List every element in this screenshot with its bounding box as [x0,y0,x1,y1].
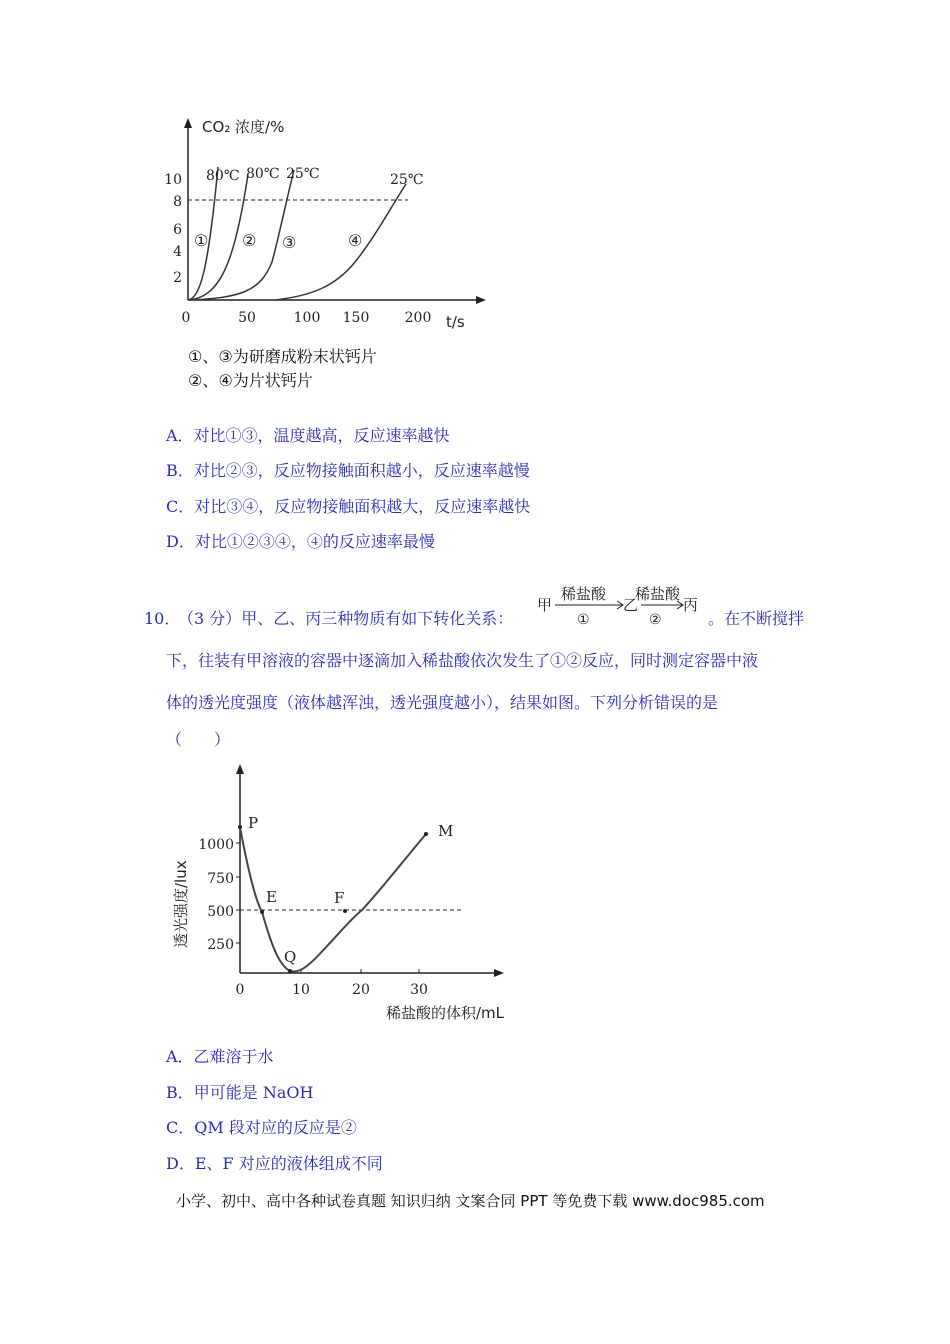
x-axis-arrow [494,969,504,977]
y-axis-arrow [236,764,244,774]
curve-mark: ② [242,231,257,250]
y-tick-label: 10 [164,172,182,188]
q10-number: 10． [144,609,181,628]
curve-mark: ④ [348,231,363,250]
curve-mark: ③ [282,233,297,252]
point-label-q: Q [284,948,297,966]
x-axis-label: 稀盐酸的体积/mL [386,1004,505,1022]
reaction-scheme [535,578,707,630]
point-label-m: M [438,822,454,840]
co2-concentration-chart [160,112,500,337]
scheme-step-2: ② [649,612,662,628]
q10-line-3: 体的透光度强度（液体越浑浊，透光强度越小），结果如图。下列分析错误的是 [166,693,719,712]
x-tick-label: 0 [235,982,245,998]
scheme-product-c: 丙 [683,596,699,614]
x-tick-label: 100 [293,310,321,326]
curve-temp-label: 80℃ [246,166,280,182]
chart1-legend-1: ①、③为研磨成粉末状钙片 [188,347,377,366]
light-transmittance-chart [160,760,520,1025]
y-tick-label: 250 [207,937,234,953]
y-tick-label: 6 [173,222,182,238]
page-footer: 小学、初中、高中各种试卷真题 知识归纳 文案合同 PPT 等免费下载 www.doc985.com [176,1192,765,1210]
y-tick-label: 500 [207,904,234,920]
q10-stem-part1: （3 分）甲、乙、丙三种物质有如下转化关系： [178,609,514,628]
x-tick-label: 50 [238,310,256,326]
q9-option-d: D．对比①②③④，④的反应速率最慢 [166,532,435,551]
x-axis-label: t/s [446,313,465,331]
point-label-e: E [266,888,277,906]
y-axis-arrow [184,118,192,128]
curve-temp-label: 25℃ [286,166,320,182]
q10-line-2: 下，往装有甲溶液的容器中逐滴加入稀盐酸依次发生了①②反应，同时测定容器中液 [166,651,759,670]
scheme-intermediate-b: 乙 [623,596,639,614]
point-p [238,825,242,829]
x-axis-arrow [476,296,486,304]
y-axis-label: 透光强度/lux [172,860,190,948]
x-tick-label: 30 [410,982,428,998]
point-label-p: P [248,814,259,832]
point-label-f: F [334,889,345,907]
x-tick-label: 20 [352,982,370,998]
y-tick-label: 8 [173,194,182,210]
curve-mark: ① [194,231,209,250]
y-tick-label: 4 [173,244,182,260]
point-q [288,969,292,973]
q10-option-b: B．甲可能是 NaOH [166,1083,314,1102]
curve-temp-label: 25℃ [390,172,424,188]
y-tick-label: 2 [173,270,182,286]
scheme-reagent-1: 稀盐酸 [561,585,607,603]
curve-temp-label: 80℃ [206,168,240,184]
point-f [343,909,347,913]
x-tick-label: 0 [181,310,191,326]
y-axis-label: CO₂ 浓度/% [202,118,285,136]
chart1-legend-2: ②、④为片状钙片 [188,371,313,390]
q10-option-a: A．乙难溶于水 [166,1047,274,1066]
q9-option-c: C．对比③④，反应物接触面积越大，反应速率越快 [166,497,531,516]
scheme-step-1: ① [577,612,590,628]
q10-option-d: D．E、F 对应的液体组成不同 [166,1154,383,1173]
y-tick-label: 750 [207,871,234,887]
scheme-reactant-a: 甲 [537,596,553,614]
q10-option-c: C．QM 段对应的反应是② [166,1118,357,1137]
q10-stem-part2: 。在不断搅拌 [708,609,805,628]
q10-line-4: （ ） [166,730,231,749]
scheme-reagent-2: 稀盐酸 [635,585,681,603]
y-tick-label: 1000 [198,837,234,853]
x-tick-label: 10 [292,982,310,998]
point-e [260,910,264,914]
q9-option-b: B．对比②③，反应物接触面积越小，反应速率越慢 [166,461,530,480]
q9-option-a: A．对比①③，温度越高，反应速率越快 [166,426,450,445]
x-tick-label: 200 [404,310,432,326]
point-m [424,832,428,836]
x-tick-label: 150 [342,310,370,326]
